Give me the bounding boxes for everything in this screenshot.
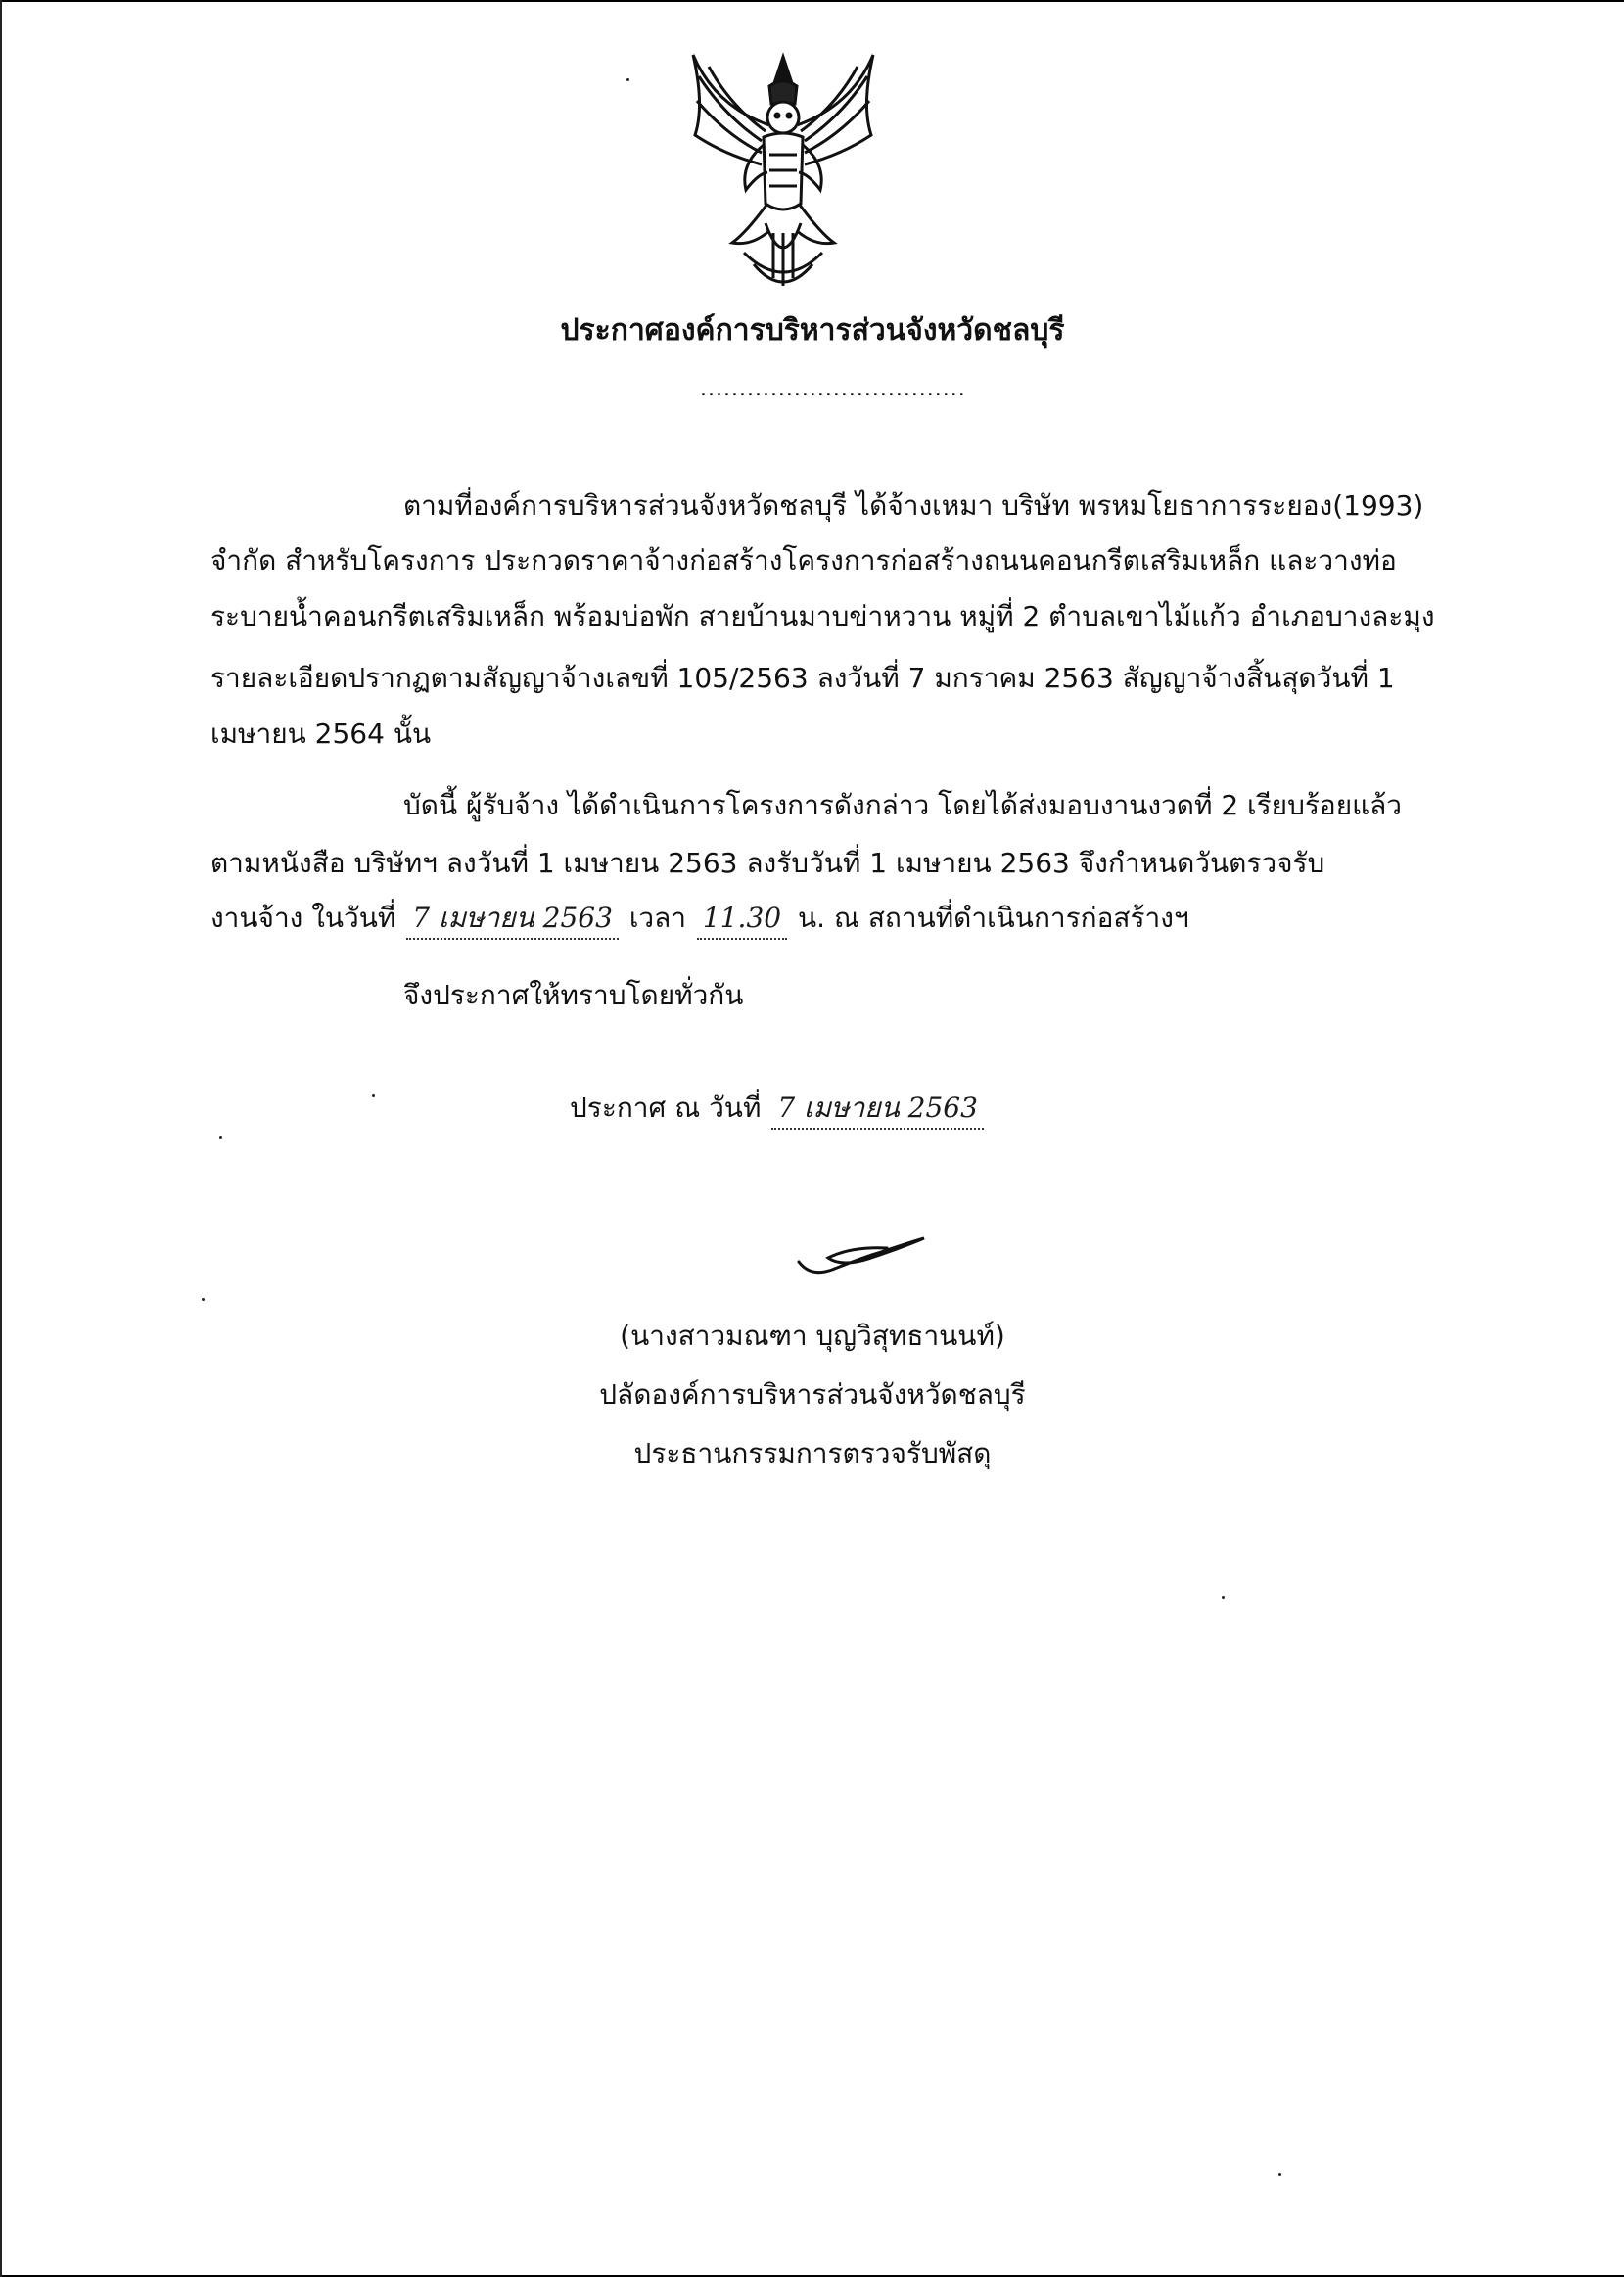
paragraph1-line5: เมษายน 2564 นั้น [210, 718, 432, 750]
scan-speck [202, 1298, 205, 1301]
announce-date-line [570, 1089, 986, 1130]
handwritten-inspection-date: 7 เมษายน 2563 [406, 899, 619, 940]
inspection-line [210, 899, 1189, 940]
scan-speck [1222, 1596, 1225, 1599]
scan-speck [219, 1136, 222, 1138]
paragraph1-line3: ระบายน้ำคอนกรีตเสริมเหล็ก พร้อมบ่อพัก สายบ้านมาบข่าหวาน หมู่ที่ 2 ตำบลเขาไม้แก้ว อำเภอบางละมุง [210, 600, 1435, 632]
handwritten-announce-date: 7 เมษายน 2563 [771, 1089, 984, 1130]
scan-edge-top [0, 0, 1624, 2]
handwritten-inspection-time: 11.30 [697, 899, 787, 940]
paragraph1-line1: ตามที่องค์การบริหารส่วนจังหวัดชลบุรี ได้จ้างเหมา บริษัท พรหมโยธาการระยอง(1993) [403, 489, 1424, 522]
scan-speck [626, 78, 629, 81]
scan-edge-left [0, 0, 2, 2277]
announce-prefix: ประกาศ ณ วันที่ [570, 1092, 762, 1124]
signatory-name: (นางสาวมณฑา บุญวิสุทธานนท์) [620, 1320, 1005, 1352]
paragraph2-line2: ตามหนังสือ บริษัทฯ ลงวันที่ 1 เมษายน 2563 ลงรับวันที่ 1 เมษายน 2563 จึงกำหนดวันตรวจรับ [210, 847, 1325, 879]
title-dotted-rule: .................................. [700, 377, 966, 401]
scan-speck [372, 1094, 375, 1097]
signatory-position-1: ปลัดองค์การบริหารส่วนจังหวัดชลบุรี [599, 1378, 1026, 1411]
signatory-position-2: ประธานกรรมการตรวจรับพัสดุ [633, 1437, 992, 1469]
inspection-time-label: เวลา [628, 902, 687, 934]
closing-statement: จึงประกาศให้ทราบโดยทั่วกัน [403, 979, 744, 1011]
paragraph2-line1: บัดนี้ ผู้รับจ้าง ได้ดำเนินการโครงการดังกล่าว โดยได้ส่งมอบงานงวดที่ 2 เรียบร้อยแล้ว [403, 789, 1403, 821]
scan-speck [1278, 2173, 1281, 2176]
paragraph1-line4: รายละเอียดปรากฏตามสัญญาจ้างเลขที่ 105/2563 ลงวันที่ 7 มกราคม 2563 สัญญาจ้างสิ้นสุดวันที่ 1 [210, 662, 1395, 694]
signature-mark [793, 1229, 930, 1287]
document-title: ประกาศองค์การบริหารส่วนจังหวัดชลบุรี [560, 313, 1065, 348]
garuda-emblem-icon [675, 47, 891, 302]
inspection-prefix: งานจ้าง ในวันที่ [210, 902, 396, 934]
inspection-suffix: น. ณ สถานที่ดำเนินการก่อสร้างฯ [798, 902, 1189, 934]
paragraph1-line2: จำกัด สำหรับโครงการ ประกวดราคาจ้างก่อสร้างโครงการก่อสร้างถนนคอนกรีตเสริมเหล็ก และวางท่อ [210, 544, 1397, 577]
